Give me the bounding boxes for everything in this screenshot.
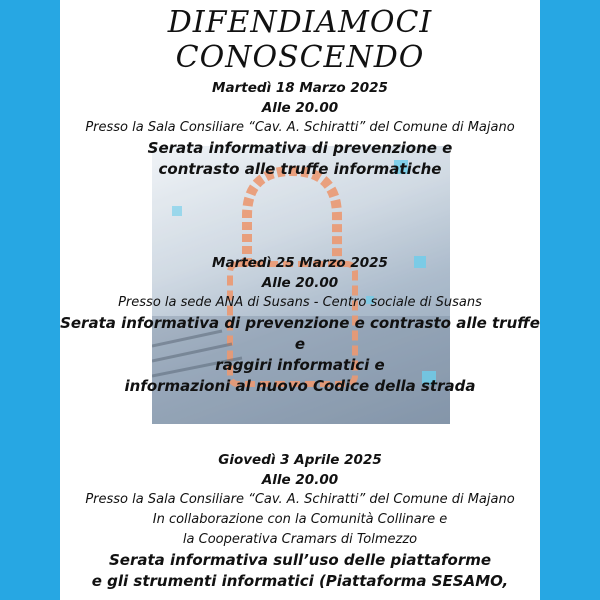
event-poster	[60, 0, 540, 600]
right-blue-border	[540, 0, 600, 600]
event-headline: e gli strumenti informatici (Piattaforma SESAMO,	[91, 572, 509, 590]
event-venue: Presso la sede ANA di Susans - Centro sociale di Susans	[118, 295, 482, 310]
event-date: Martedì 25 Marzo 2025	[212, 255, 388, 271]
event-3	[60, 450, 540, 592]
event-2	[60, 253, 540, 397]
event-headline: Serata informativa di prevenzione e contrasto alle truffe e	[60, 314, 540, 353]
event-1	[60, 78, 540, 180]
event-headline: informazioni al nuovo Codice della strada	[124, 377, 476, 395]
event-date: Giovedì 3 Aprile 2025	[218, 452, 382, 468]
event-headline: raggiri informatici e	[215, 356, 385, 374]
event-venue: Presso la Sala Consiliare “Cav. A. Schiratti” del Comune di Majano	[85, 120, 515, 135]
event-time: Alle 20.00	[261, 472, 339, 488]
event-venue: la Cooperativa Cramars di Tolmezzo	[182, 532, 418, 547]
event-headline: Serata informativa di prevenzione e	[147, 139, 453, 157]
event-time: Alle 20.00	[261, 100, 339, 116]
event-venue: Presso la Sala Consiliare “Cav. A. Schiratti” del Comune di Majano	[85, 492, 515, 507]
event-headline: contrasto alle truffe informatiche	[158, 160, 442, 178]
event-venue: In collaborazione con la Comunità Collinare e	[152, 512, 448, 527]
event-date: Martedì 18 Marzo 2025	[212, 80, 388, 96]
event-time: Alle 20.00	[261, 275, 339, 291]
event-headline: Serata informativa sull’uso delle piattaforme	[108, 551, 492, 569]
left-blue-border	[0, 0, 60, 600]
poster-title: DIFENDIAMOCI CONOSCENDO	[167, 5, 433, 75]
